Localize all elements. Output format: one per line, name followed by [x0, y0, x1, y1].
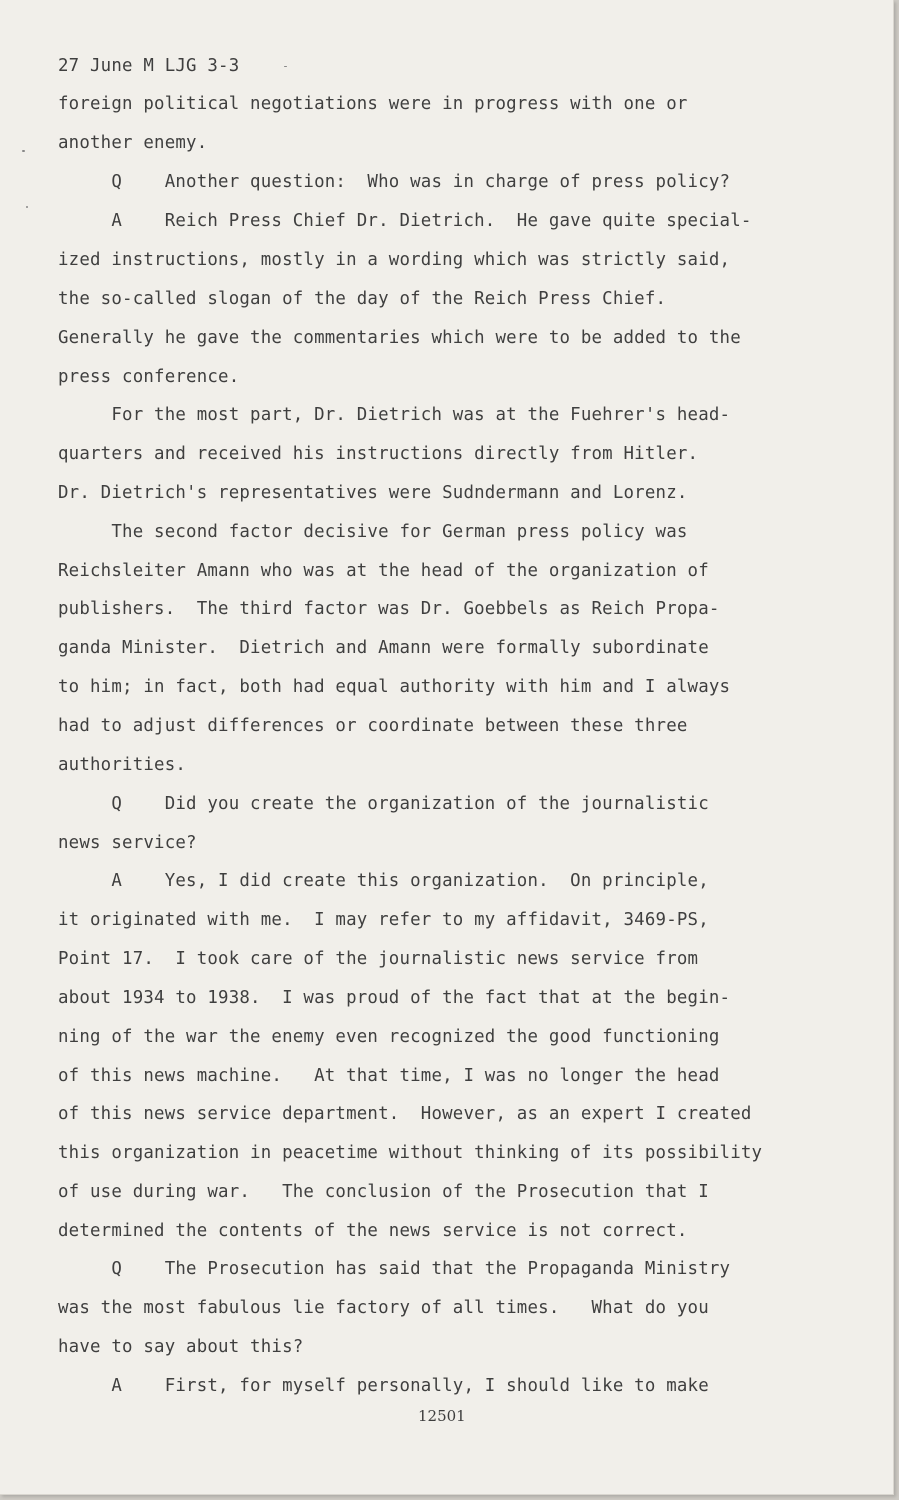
text-line: A Yes, I did create this organization. On principle, — [58, 871, 709, 891]
text-line: was the most fabulous lie factory of all times. What do you — [58, 1298, 709, 1318]
text-line: Q Did you create the organization of the journalistic — [58, 794, 709, 814]
paper-speck — [22, 150, 25, 152]
text-line: of use during war. The conclusion of the Prosecution that I — [58, 1182, 709, 1202]
text-line: news service? — [58, 833, 197, 853]
text-line: it originated with me. I may refer to my affidavit, 3469-PS, — [58, 910, 709, 930]
text-line: this organization in peacetime without thinking of its possibility — [58, 1143, 763, 1163]
text-line: determined the contents of the news service is not correct. — [58, 1221, 688, 1241]
text-line: Q The Prosecution has said that the Propaganda Ministry — [58, 1259, 731, 1279]
text-line: of this news service department. However, as an expert I created — [58, 1104, 752, 1124]
text-line: Reichsleiter Amann who was at the head of the organization of — [58, 561, 709, 581]
text-line: had to adjust differences or coordinate between these three — [58, 716, 688, 736]
text-line: Point 17. I took care of the journalistic news service from — [58, 949, 699, 969]
text-line: of this news machine. At that time, I was no longer the head — [58, 1066, 720, 1086]
document-header: 27 June M LJG 3-3 — [58, 56, 240, 76]
text-line: about 1934 to 1938. I was proud of the fact that at the begin- — [58, 988, 731, 1008]
text-line: the so-called slogan of the day of the Reich Press Chief. — [58, 289, 667, 309]
text-line: ganda Minister. Dietrich and Amann were formally subordinate — [58, 638, 709, 658]
text-line: authorities. — [58, 755, 187, 775]
text-line: quarters and received his instructions directly from Hitler. — [58, 444, 699, 464]
text-line: have to say about this? — [58, 1337, 304, 1357]
paper-speck — [284, 66, 287, 67]
text-line: Dr. Dietrich's representatives were Sudndermann and Lorenz. — [58, 483, 688, 503]
text-line: For the most part, Dr. Dietrich was at the Fuehrer's head- — [58, 405, 731, 425]
text-line: press conference. — [58, 367, 240, 387]
text-line: A First, for myself personally, I should like to make — [58, 1376, 709, 1396]
text-line: Q Another question: Who was in charge of press policy? — [58, 172, 731, 192]
text-line: The second factor decisive for German press policy was — [58, 522, 688, 542]
text-line: ized instructions, mostly in a wording which was strictly said, — [58, 250, 731, 270]
text-line: A Reich Press Chief Dr. Dietrich. He gave quite special- — [58, 211, 752, 231]
page-number: 12501 — [418, 1407, 466, 1425]
text-line: Generally he gave the commentaries which were to be added to the — [58, 328, 741, 348]
text-line: ning of the war the enemy even recognized the good functioning — [58, 1027, 720, 1047]
text-line: another enemy. — [58, 133, 208, 153]
text-line: publishers. The third factor was Dr. Goebbels as Reich Propa- — [58, 599, 720, 619]
text-line: foreign political negotiations were in progress with one or — [58, 94, 688, 114]
text-line: to him; in fact, both had equal authority with him and I always — [58, 677, 731, 697]
paper-speck — [26, 206, 28, 208]
